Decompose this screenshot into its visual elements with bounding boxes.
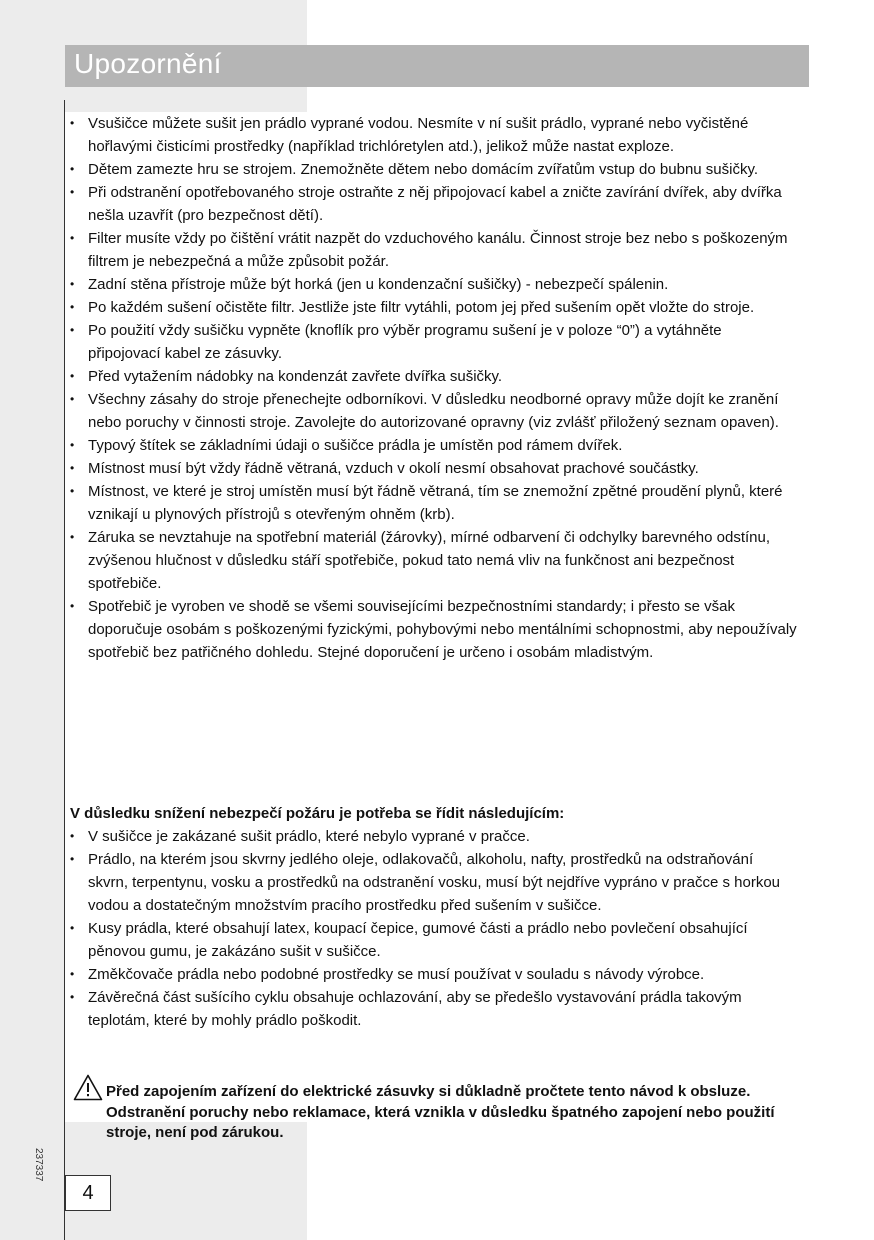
list-item: • V sušičce je zakázané sušit prádlo, které nebylo vyprané v pračce. [65, 825, 801, 848]
list-item: • Místnost musí být vždy řádně větraná, vzduch v okolí nesmí obsahovat prachové součástky. [65, 457, 801, 480]
warnings-list [65, 112, 801, 664]
warning-text: Před zapojením zařízení do elektrické zásuvky si důkladně pročtete tento návod k obsluze. Odstranění poruchy nebo reklamace, která vznikla v důsledku špatného zapojení nebo použití stroje, není pod zárukou. [106, 1083, 775, 1141]
list-item: • Vsušičce můžete sušit jen prádlo vyprané vodou. Nesmíte v ní sušit prádlo, vyprané nebo vyčistěné hořlavými čisticími prostředky (například trichlóretylen atd.), jelikož může nastat exploze. [65, 112, 801, 158]
list-item: • Místnost, ve které je stroj umístěn musí být řádně větraná, tím se znemožní zpětné proudění plynů, které vznikají u plynových přístrojů s otevřeným ohněm (krb). [65, 480, 801, 526]
fire-safety-list [65, 825, 801, 1032]
list-item: • Typový štítek se základními údaji o sušičce prádla je umístěn pod rámem dvířek. [65, 434, 801, 457]
page-title: Upozornění [74, 48, 222, 79]
list-item: • Před vytažením nádobky na kondenzát zavřete dvířka sušičky. [65, 365, 801, 388]
warning-triangle-icon [73, 1074, 103, 1101]
list-item: • Spotřebič je vyroben ve shodě se všemi souvisejícími bezpečnostními standardy; i přesto se však doporučuje osobám s poškozenými fyzickými, pohybovými nebo mentálními schopnostmi, aby nepoužívaly spotřebič bez patřičného dohledu. Stejné doporučení je určeno i osobám mladistvým. [65, 595, 801, 664]
list-item: • Po každém sušení očistěte filtr. Jestliže jste filtr vytáhli, potom jej před sušením opět vložte do stroje. [65, 296, 801, 319]
list-item: • Změkčovače prádla nebo podobné prostředky se musí používat v souladu s návody výrobce. [65, 963, 801, 986]
document-code: 237337 [33, 1148, 44, 1182]
list-item: • Kusy prádla, které obsahují latex, koupací čepice, gumové části a prádlo nebo povlečení obsahující pěnovou gumu, je zakázáno sušit v sušičce. [65, 917, 801, 963]
page-number: 4 [65, 1175, 111, 1211]
list-item: • Filter musíte vždy po čištění vrátit nazpět do vzduchového kanálu. Činnost stroje bez nebo s poškozeným filtrem je nebezpečná a může způsobit požár. [65, 227, 801, 273]
list-item: • Zadní stěna přístroje může být horká (jen u kondenzační sušičky) - nebezpečí spálenin. [65, 273, 801, 296]
list-item: • Při odstranění opotřebovaného stroje ostraňte z něj připojovací kabel a zničte zavírání dvířek, aby dvířka nešla uzavřít (pro bezpečnost dětí). [65, 181, 801, 227]
title-bar [65, 45, 809, 87]
fire-section-heading: V důsledku snížení nebezpečí požáru je potřeba se řídit následujícím: [70, 805, 565, 822]
list-item: • Závěrečná část sušícího cyklu obsahuje ochlazování, aby se předešlo vystavování prádla takovým teplotám, které by mohly prádlo poškodit. [65, 986, 801, 1032]
list-item: • Po použití vždy sušičku vypněte (knoflík pro výběr programu sušení je v poloze “0”) a vytáhněte připojovací kabel ze zásuvky. [65, 319, 801, 365]
list-item: • Dětem zamezte hru se strojem. Znemožněte dětem nebo domácím zvířatům vstup do bubnu sušičky. [65, 158, 801, 181]
list-item: • Všechny zásahy do stroje přenechejte odborníkovi. V důsledku neodborné opravy může dojít ke zranění nebo poruchy v činnosti stroje. Zavolejte do autorizované opravny (viz zvlášť přiložený seznam opaven). [65, 388, 801, 434]
list-item: • Záruka se nevztahuje na spotřební materiál (žárovky), mírné odbarvení či odchylky barevného odstínu, zvýšenou hlučnost v důsledku stáří spotřebiče, pokud tato nemá vliv na funkčnost ani bezpečnost spotřebiče. [65, 526, 801, 595]
list-item: • Prádlo, na kterém jsou skvrny jedlého oleje, odlakovačů, alkoholu, nafty, prostředků na odstraňování skvrn, terpentynu, vosku a prostředků na odstranění vosku, musí být nejdříve vypráno v pračce s horkou vodou a dostatečným množstvím pracího prostředku před sušením v sušičce. [65, 848, 801, 917]
content-area [65, 112, 805, 1141]
